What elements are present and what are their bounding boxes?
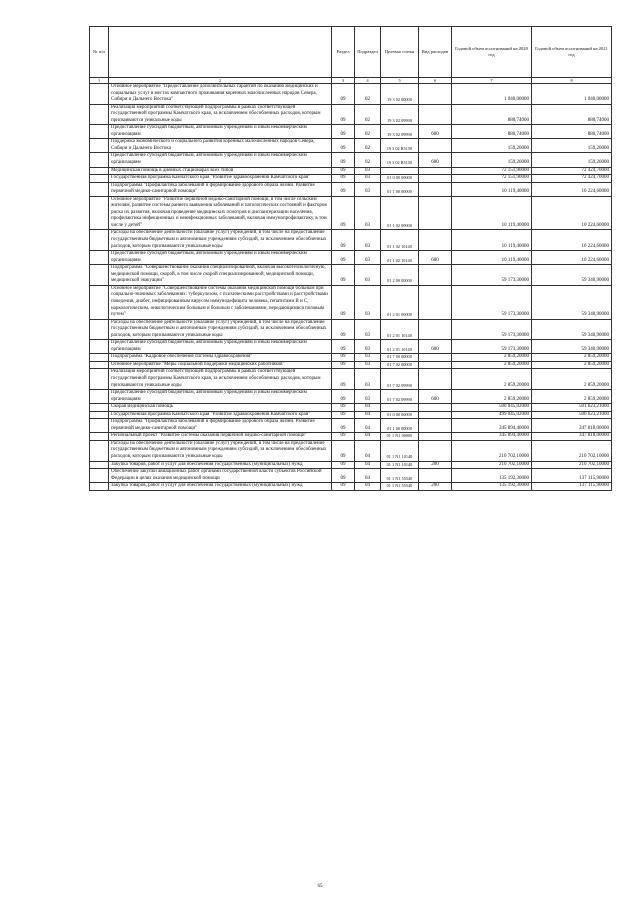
row-section-cell: 09 xyxy=(332,139,355,153)
row-expense-cell: 200 xyxy=(419,461,452,469)
table-row xyxy=(90,84,612,105)
row-section-cell: 09 xyxy=(332,369,355,390)
row-2021-cell: 59 340,90000 xyxy=(532,340,612,354)
row-2021-cell: 159,26000 xyxy=(532,139,612,153)
row-expense-cell xyxy=(419,469,452,483)
header-subsection: Подраздел xyxy=(355,27,381,78)
row-subsection-cell: 04 xyxy=(355,433,381,441)
row-target-cell: 01 2 00 00000 xyxy=(381,265,419,286)
row-name-cell: Предоставление субсидий бюджетным, автономным учреждениям и иным некоммерческим организациям xyxy=(109,340,332,354)
row-target-cell: 01 1 02 10140 xyxy=(381,251,419,265)
row-target-cell: 01 1 N1 55540 xyxy=(381,469,419,483)
row-number-cell xyxy=(90,182,109,196)
row-subsection-cell: 04 xyxy=(355,411,381,419)
row-subsection-cell: 02 xyxy=(355,125,381,139)
row-target-cell: 01 7 02 09990 xyxy=(381,390,419,404)
row-number-cell xyxy=(90,319,109,340)
row-subsection-cell: 03 xyxy=(355,340,381,354)
row-2020-cell: 159,26000 xyxy=(452,139,532,153)
row-target-cell: 19 3 02 R5150 xyxy=(381,153,419,167)
row-section-cell: 09 xyxy=(332,265,355,286)
row-number-cell xyxy=(90,469,109,483)
row-2020-cell: 59 173,30000 xyxy=(452,265,532,286)
row-section-cell: 09 xyxy=(332,196,355,230)
row-expense-cell xyxy=(419,285,452,319)
row-2020-cell: 59 173,30000 xyxy=(452,340,532,354)
row-2020-cell: 1 040,00000 xyxy=(452,84,532,105)
row-number-cell xyxy=(90,104,109,125)
row-section-cell: 09 xyxy=(332,340,355,354)
row-name-cell: Государственная программа Камчатского края "Развитие здравоохранения Камчатского края" xyxy=(109,411,332,419)
row-expense-cell xyxy=(419,230,452,251)
row-2021-cell: 72 424,70000 xyxy=(532,167,612,175)
row-target-cell: 01 1 00 00000 xyxy=(381,419,419,433)
budget-table xyxy=(89,26,612,491)
table-row xyxy=(90,175,612,183)
table-row xyxy=(90,167,612,175)
row-2021-cell: 10 224,60000 xyxy=(532,196,612,230)
row-expense-cell xyxy=(419,167,452,175)
row-name-cell: Расходы на обеспечение деятельности (оказание услуг) учреждений, в том числе на предоставление государственным бюджетным и автономным учреждениям субсидий, за исключением обособленных расходов, которым присваиваются уникальные коды xyxy=(109,440,332,461)
table-row xyxy=(90,196,612,230)
row-2021-cell: 501 623,21000 xyxy=(532,404,612,412)
header-target: Целевая статья xyxy=(381,27,419,78)
row-expense-cell xyxy=(419,354,452,362)
table-row xyxy=(90,354,612,362)
row-expense-cell xyxy=(419,440,452,461)
row-subsection-cell: 04 xyxy=(355,469,381,483)
row-section-cell: 09 xyxy=(332,411,355,419)
row-name-cell: Предоставление субсидий бюджетным, автономным учреждениям и иным некоммерческим организациям xyxy=(109,390,332,404)
row-2020-cell: 2 859,20000 xyxy=(452,369,532,390)
row-subsection-cell: 03 xyxy=(355,319,381,340)
row-2020-cell: 10 119,40000 xyxy=(452,230,532,251)
page-number: 65 xyxy=(317,884,323,889)
row-target-cell: 01 1 02 10140 xyxy=(381,230,419,251)
row-number-cell xyxy=(90,230,109,251)
row-number-cell xyxy=(90,175,109,183)
row-section-cell: 09 xyxy=(332,125,355,139)
row-2021-cell: 210 702,10000 xyxy=(532,440,612,461)
row-target-cell: 19 3 02 00000 xyxy=(381,84,419,105)
row-subsection-cell: 03 xyxy=(355,361,381,369)
row-number-cell xyxy=(90,125,109,139)
row-subsection-cell: 02 xyxy=(355,139,381,153)
row-expense-cell xyxy=(419,139,452,153)
row-2021-cell: 159,26000 xyxy=(532,153,612,167)
row-section-cell: 09 xyxy=(332,404,355,412)
row-target-cell: 19 3 02 09990 xyxy=(381,104,419,125)
column-number: 7 xyxy=(452,78,532,84)
row-subsection-cell: 04 xyxy=(355,440,381,461)
row-2021-cell: 137 115,90000 xyxy=(532,469,612,483)
row-section-cell: 09 xyxy=(332,354,355,362)
row-subsection-cell: 03 xyxy=(355,196,381,230)
row-subsection-cell: 03 xyxy=(355,182,381,196)
row-subsection-cell: 04 xyxy=(355,404,381,412)
row-number-cell xyxy=(90,251,109,265)
row-section-cell: 09 xyxy=(332,182,355,196)
row-number-cell xyxy=(90,285,109,319)
row-section-cell: 09 xyxy=(332,440,355,461)
row-name-cell: Предоставление субсидий бюджетным, автономным учреждениям и иным некоммерческим организациям xyxy=(109,153,332,167)
row-target-cell: 01 1 N1 55540 xyxy=(381,483,419,491)
table-row xyxy=(90,182,612,196)
row-2021-cell: 2 859,20000 xyxy=(532,361,612,369)
row-number-cell xyxy=(90,483,109,491)
column-number: 1 xyxy=(90,78,109,84)
row-subsection-cell: 02 xyxy=(355,84,381,105)
row-subsection-cell: 03 xyxy=(355,390,381,404)
row-target-cell: 01 7 02 09990 xyxy=(381,369,419,390)
row-name-cell: Основное мероприятие "Развитие первичной медико-санитарной помощи, в том числе сельским жителям, развитие системы раннего выявления заболеваний и патологических состояний и факторов риска их развития, включая проведение медицинских осмотров и диспансеризации населения, профилактика инфекционных и неинфекционных заболеваний, включая иммунопрофилактику, в том числе у детей" xyxy=(109,196,332,230)
header-expense: Вид расходов xyxy=(419,27,452,78)
row-2020-cell: 135 192,30000 xyxy=(452,483,532,491)
row-expense-cell xyxy=(419,175,452,183)
budget-table-sheet xyxy=(89,26,611,491)
row-2021-cell: 880,74000 xyxy=(532,125,612,139)
table-row xyxy=(90,469,612,483)
row-section-cell: 09 xyxy=(332,469,355,483)
row-2020-cell: 10 119,40000 xyxy=(452,251,532,265)
row-subsection-cell: 04 xyxy=(355,419,381,433)
row-name-cell: Государственная программа Камчатского края "Развитие здравоохранения Камчатского края" xyxy=(109,175,332,183)
row-2020-cell: 2 859,20000 xyxy=(452,354,532,362)
row-name-cell: Основное мероприятие "Меры социальной поддержки медицинских работников" xyxy=(109,361,332,369)
row-number-cell xyxy=(90,354,109,362)
row-2021-cell: 137 115,90000 xyxy=(532,483,612,491)
row-name-cell: Основное мероприятие "Предоставление дополнительных гарантий по оказанию медицинских и социальных услуг в местах компактного проживания коренных малочисленных народов Севера, Сибири и Дальнего Востока" xyxy=(109,84,332,105)
table-row xyxy=(90,125,612,139)
row-name-cell: Предоставление субсидий бюджетным, автономным учреждениям и иным некоммерческим организациям xyxy=(109,251,332,265)
row-target-cell xyxy=(381,404,419,412)
row-target-cell xyxy=(381,167,419,175)
row-name-cell: Региональный проект "Развитие системы оказания первичной медико-санитарной помощи" xyxy=(109,433,332,441)
row-section-cell: 09 xyxy=(332,167,355,175)
row-section-cell: 09 xyxy=(332,251,355,265)
row-target-cell: 01 1 N1 10140 xyxy=(381,440,419,461)
row-subsection-cell: 03 xyxy=(355,251,381,265)
row-section-cell: 09 xyxy=(332,175,355,183)
row-expense-cell xyxy=(419,433,452,441)
row-expense-cell xyxy=(419,404,452,412)
table-row xyxy=(90,390,612,404)
row-subsection-cell: 04 xyxy=(355,483,381,491)
row-2020-cell: 2 859,20000 xyxy=(452,390,532,404)
table-row xyxy=(90,411,612,419)
row-2021-cell: 210 702,10000 xyxy=(532,461,612,469)
row-target-cell: 01 1 00 00000 xyxy=(381,182,419,196)
row-name-cell: Закупка товаров, работ и услуг для обеспечения государственных (муниципальных) нужд xyxy=(109,461,332,469)
row-2021-cell: 1 040,00000 xyxy=(532,84,612,105)
row-subsection-cell: 02 xyxy=(355,153,381,167)
row-expense-cell xyxy=(419,419,452,433)
row-name-cell: Подпрограмма "Кадровое обеспечение системы здравоохранения" xyxy=(109,354,332,362)
row-target-cell: 01 7 02 00000 xyxy=(381,361,419,369)
row-section-cell: 09 xyxy=(332,419,355,433)
row-section-cell: 09 xyxy=(332,153,355,167)
column-number: 2 xyxy=(109,78,332,84)
table-row xyxy=(90,404,612,412)
column-number: 5 xyxy=(381,78,419,84)
row-number-cell xyxy=(90,196,109,230)
table-row xyxy=(90,319,612,340)
row-target-cell: 01 1 N1 10140 xyxy=(381,461,419,469)
column-number: 3 xyxy=(332,78,355,84)
row-name-cell: Обеспечение закупки авиационных работ органами государственной власти субъектов Российской Федерации в целях оказания медицинской помощи xyxy=(109,469,332,483)
row-number-cell xyxy=(90,153,109,167)
table-body xyxy=(90,84,612,491)
row-section-cell: 09 xyxy=(332,230,355,251)
row-name-cell: Медицинская помощь в дневных стационарах всех типов xyxy=(109,167,332,175)
row-number-cell xyxy=(90,340,109,354)
row-2020-cell: 159,26000 xyxy=(452,153,532,167)
row-expense-cell xyxy=(419,182,452,196)
table-row xyxy=(90,361,612,369)
row-2021-cell: 500 623,21000 xyxy=(532,411,612,419)
row-target-cell: 01 0 00 00000 xyxy=(381,175,419,183)
row-name-cell: Реализация мероприятий соответствующей подпрограммы в рамках соответствующей государственной программы Камчатского края, за исключением обособленных расходов, которым присваиваются уникальные коды xyxy=(109,369,332,390)
row-2020-cell: 72 151,90000 xyxy=(452,175,532,183)
row-expense-cell: 200 xyxy=(419,483,452,491)
row-section-cell: 09 xyxy=(332,390,355,404)
table-row xyxy=(90,251,612,265)
table-header-row xyxy=(90,27,612,78)
row-subsection-cell: 03 xyxy=(355,167,381,175)
header-section: Раздел xyxy=(332,27,355,78)
row-target-cell: 01 1 02 00000 xyxy=(381,196,419,230)
row-expense-cell: 600 xyxy=(419,251,452,265)
row-target-cell: 19 3 02 R5150 xyxy=(381,139,419,153)
row-target-cell: 01 2 01 00000 xyxy=(381,285,419,319)
table-row xyxy=(90,265,612,286)
row-name-cell: Подпрограмма "Профилактика заболеваний и формирование здорового образа жизни. Развитие первичной медико-санитарной помощи" xyxy=(109,419,332,433)
row-2021-cell: 880,74000 xyxy=(532,104,612,125)
header-name xyxy=(109,27,332,78)
table-row xyxy=(90,230,612,251)
row-2020-cell: 210 702,10000 xyxy=(452,461,532,469)
row-section-cell: 09 xyxy=(332,361,355,369)
row-expense-cell xyxy=(419,411,452,419)
row-name-cell: Расходы на обеспечение деятельности (оказание услуг) учреждений, в том числе на предоставление государственным бюджетным и автономным учреждениям субсидий, за исключением обособленных расходов, которым присваиваются уникальные коды xyxy=(109,230,332,251)
table-row xyxy=(90,340,612,354)
row-number-cell xyxy=(90,419,109,433)
row-section-cell: 09 xyxy=(332,104,355,125)
row-2020-cell: 500 045,02000 xyxy=(452,404,532,412)
row-name-cell: Скорая медицинская помощь xyxy=(109,404,332,412)
row-expense-cell xyxy=(419,369,452,390)
row-2021-cell: 2 859,20000 xyxy=(532,354,612,362)
row-name-cell: Предоставление субсидий бюджетным, автономным учреждениям и иным некоммерческим организациям xyxy=(109,125,332,139)
row-subsection-cell: 02 xyxy=(355,104,381,125)
row-2020-cell: 72 151,90000 xyxy=(452,167,532,175)
row-name-cell: Реализация мероприятий соответствующей подпрограммы в рамках соответствующей государственной программы Камчатского края, за исключением обособленных расходов, которым присваиваются уникальные коды xyxy=(109,104,332,125)
row-name-cell: Основное мероприятие "Совершенствование системы оказания медицинской помощи больным при социально-значимых заболеваниях: туберкулезом, с психическими расстройствами и расстройствами поведения, диабет, инфицированным вирусом иммунодефицита человека, гепатитами В и С, наркологическим, онкологическим больным и больным с заболеваниями, передающимися половым путем" xyxy=(109,285,332,319)
row-section-cell: 09 xyxy=(332,433,355,441)
row-subsection-cell: 03 xyxy=(355,285,381,319)
row-number-cell xyxy=(90,84,109,105)
row-2021-cell: 10 224,60000 xyxy=(532,230,612,251)
row-expense-cell xyxy=(419,319,452,340)
row-section-cell: 09 xyxy=(332,461,355,469)
table-row xyxy=(90,285,612,319)
row-number-cell xyxy=(90,440,109,461)
row-target-cell: 01 1 N1 00000 xyxy=(381,433,419,441)
row-2020-cell: 59 173,30000 xyxy=(452,319,532,340)
row-2021-cell: 59 340,90000 xyxy=(532,285,612,319)
row-subsection-cell: 03 xyxy=(355,175,381,183)
row-name-cell: Закупка товаров, работ и услуг для обеспечения государственных (муниципальных) нужд xyxy=(109,483,332,491)
row-target-cell: 19 3 02 09990 xyxy=(381,125,419,139)
row-2021-cell: 72 424,70000 xyxy=(532,175,612,183)
row-name-cell: Подпрограмма "Совершенствование оказания специализированной, включая высокотехнологичную, медицинской помощи, скорой, в том числе скорой специализированной, медицинской помощи, медицинской эвакуации" xyxy=(109,265,332,286)
row-expense-cell: 600 xyxy=(419,340,452,354)
row-expense-cell: 600 xyxy=(419,125,452,139)
row-name-cell: Подпрограмма "Профилактика заболеваний и формирование здорового образа жизни. Развитие первичной медико-санитарной помощи" xyxy=(109,182,332,196)
row-target-cell: 01 2 01 10140 xyxy=(381,319,419,340)
table-row xyxy=(90,461,612,469)
row-2020-cell: 345 894,40000 xyxy=(452,419,532,433)
row-2020-cell: 345 894,40000 xyxy=(452,433,532,441)
table-row xyxy=(90,153,612,167)
row-expense-cell xyxy=(419,361,452,369)
row-number-cell xyxy=(90,390,109,404)
table-row xyxy=(90,104,612,125)
row-section-cell: 09 xyxy=(332,483,355,491)
row-section-cell: 09 xyxy=(332,84,355,105)
row-name-cell: Расходы на обеспечение деятельности (оказание услуг) учреждений, в том числе на предоставление государственным бюджетным и автономным учреждениям субсидий, за исключением обособленных расходов, которым присваиваются уникальные коды xyxy=(109,319,332,340)
row-number-cell xyxy=(90,433,109,441)
table-row xyxy=(90,139,612,153)
row-2020-cell: 880,74000 xyxy=(452,125,532,139)
row-2021-cell: 59 340,90000 xyxy=(532,265,612,286)
row-2021-cell: 59 340,90000 xyxy=(532,319,612,340)
table-row xyxy=(90,483,612,491)
row-expense-cell xyxy=(419,104,452,125)
column-number: 6 xyxy=(419,78,452,84)
row-expense-cell: 600 xyxy=(419,153,452,167)
row-expense-cell xyxy=(419,196,452,230)
row-2021-cell: 347 818,00000 xyxy=(532,433,612,441)
row-2020-cell: 499 045,02000 xyxy=(452,411,532,419)
row-2021-cell: 10 224,60000 xyxy=(532,251,612,265)
row-subsection-cell: 03 xyxy=(355,265,381,286)
row-number-cell xyxy=(90,265,109,286)
table-row xyxy=(90,369,612,390)
header-num: № п/п xyxy=(90,27,109,78)
row-2020-cell: 59 173,30000 xyxy=(452,285,532,319)
row-2020-cell: 10 119,40000 xyxy=(452,196,532,230)
row-2020-cell: 210 702,10000 xyxy=(452,440,532,461)
row-2020-cell: 880,74000 xyxy=(452,104,532,125)
row-number-cell xyxy=(90,361,109,369)
table-row xyxy=(90,440,612,461)
row-subsection-cell: 03 xyxy=(355,369,381,390)
row-section-cell: 09 xyxy=(332,285,355,319)
table-row xyxy=(90,433,612,441)
row-2021-cell: 2 859,20000 xyxy=(532,390,612,404)
row-subsection-cell: 04 xyxy=(355,461,381,469)
row-target-cell: 01 7 00 00000 xyxy=(381,354,419,362)
row-2021-cell: 347 818,00000 xyxy=(532,419,612,433)
row-2020-cell: 2 859,20000 xyxy=(452,361,532,369)
row-number-cell xyxy=(90,139,109,153)
header-2020: Годовой объем ассигнований на 2020 год xyxy=(452,27,532,78)
row-number-cell xyxy=(90,167,109,175)
row-expense-cell xyxy=(419,84,452,105)
row-section-cell: 09 xyxy=(332,319,355,340)
row-2021-cell: 10 224,60000 xyxy=(532,182,612,196)
column-number: 8 xyxy=(532,78,612,84)
row-expense-cell xyxy=(419,265,452,286)
table-row xyxy=(90,419,612,433)
row-number-cell xyxy=(90,461,109,469)
header-2021: Годовой объем ассигнований на 2021 год xyxy=(532,27,612,78)
row-target-cell: 01 0 00 00000 xyxy=(381,411,419,419)
row-2021-cell: 2 859,20000 xyxy=(532,369,612,390)
row-number-cell xyxy=(90,404,109,412)
row-subsection-cell: 03 xyxy=(355,354,381,362)
row-name-cell: Поддержка экономического и социального развития коренных малочисленных народов Севера, Сибири и Дальнего Востока xyxy=(109,139,332,153)
row-number-cell xyxy=(90,411,109,419)
row-target-cell: 01 2 01 10140 xyxy=(381,340,419,354)
row-2020-cell: 10 119,40000 xyxy=(452,182,532,196)
row-2020-cell: 135 192,30000 xyxy=(452,469,532,483)
column-number: 4 xyxy=(355,78,381,84)
row-number-cell xyxy=(90,369,109,390)
row-subsection-cell: 03 xyxy=(355,230,381,251)
row-expense-cell: 600 xyxy=(419,390,452,404)
